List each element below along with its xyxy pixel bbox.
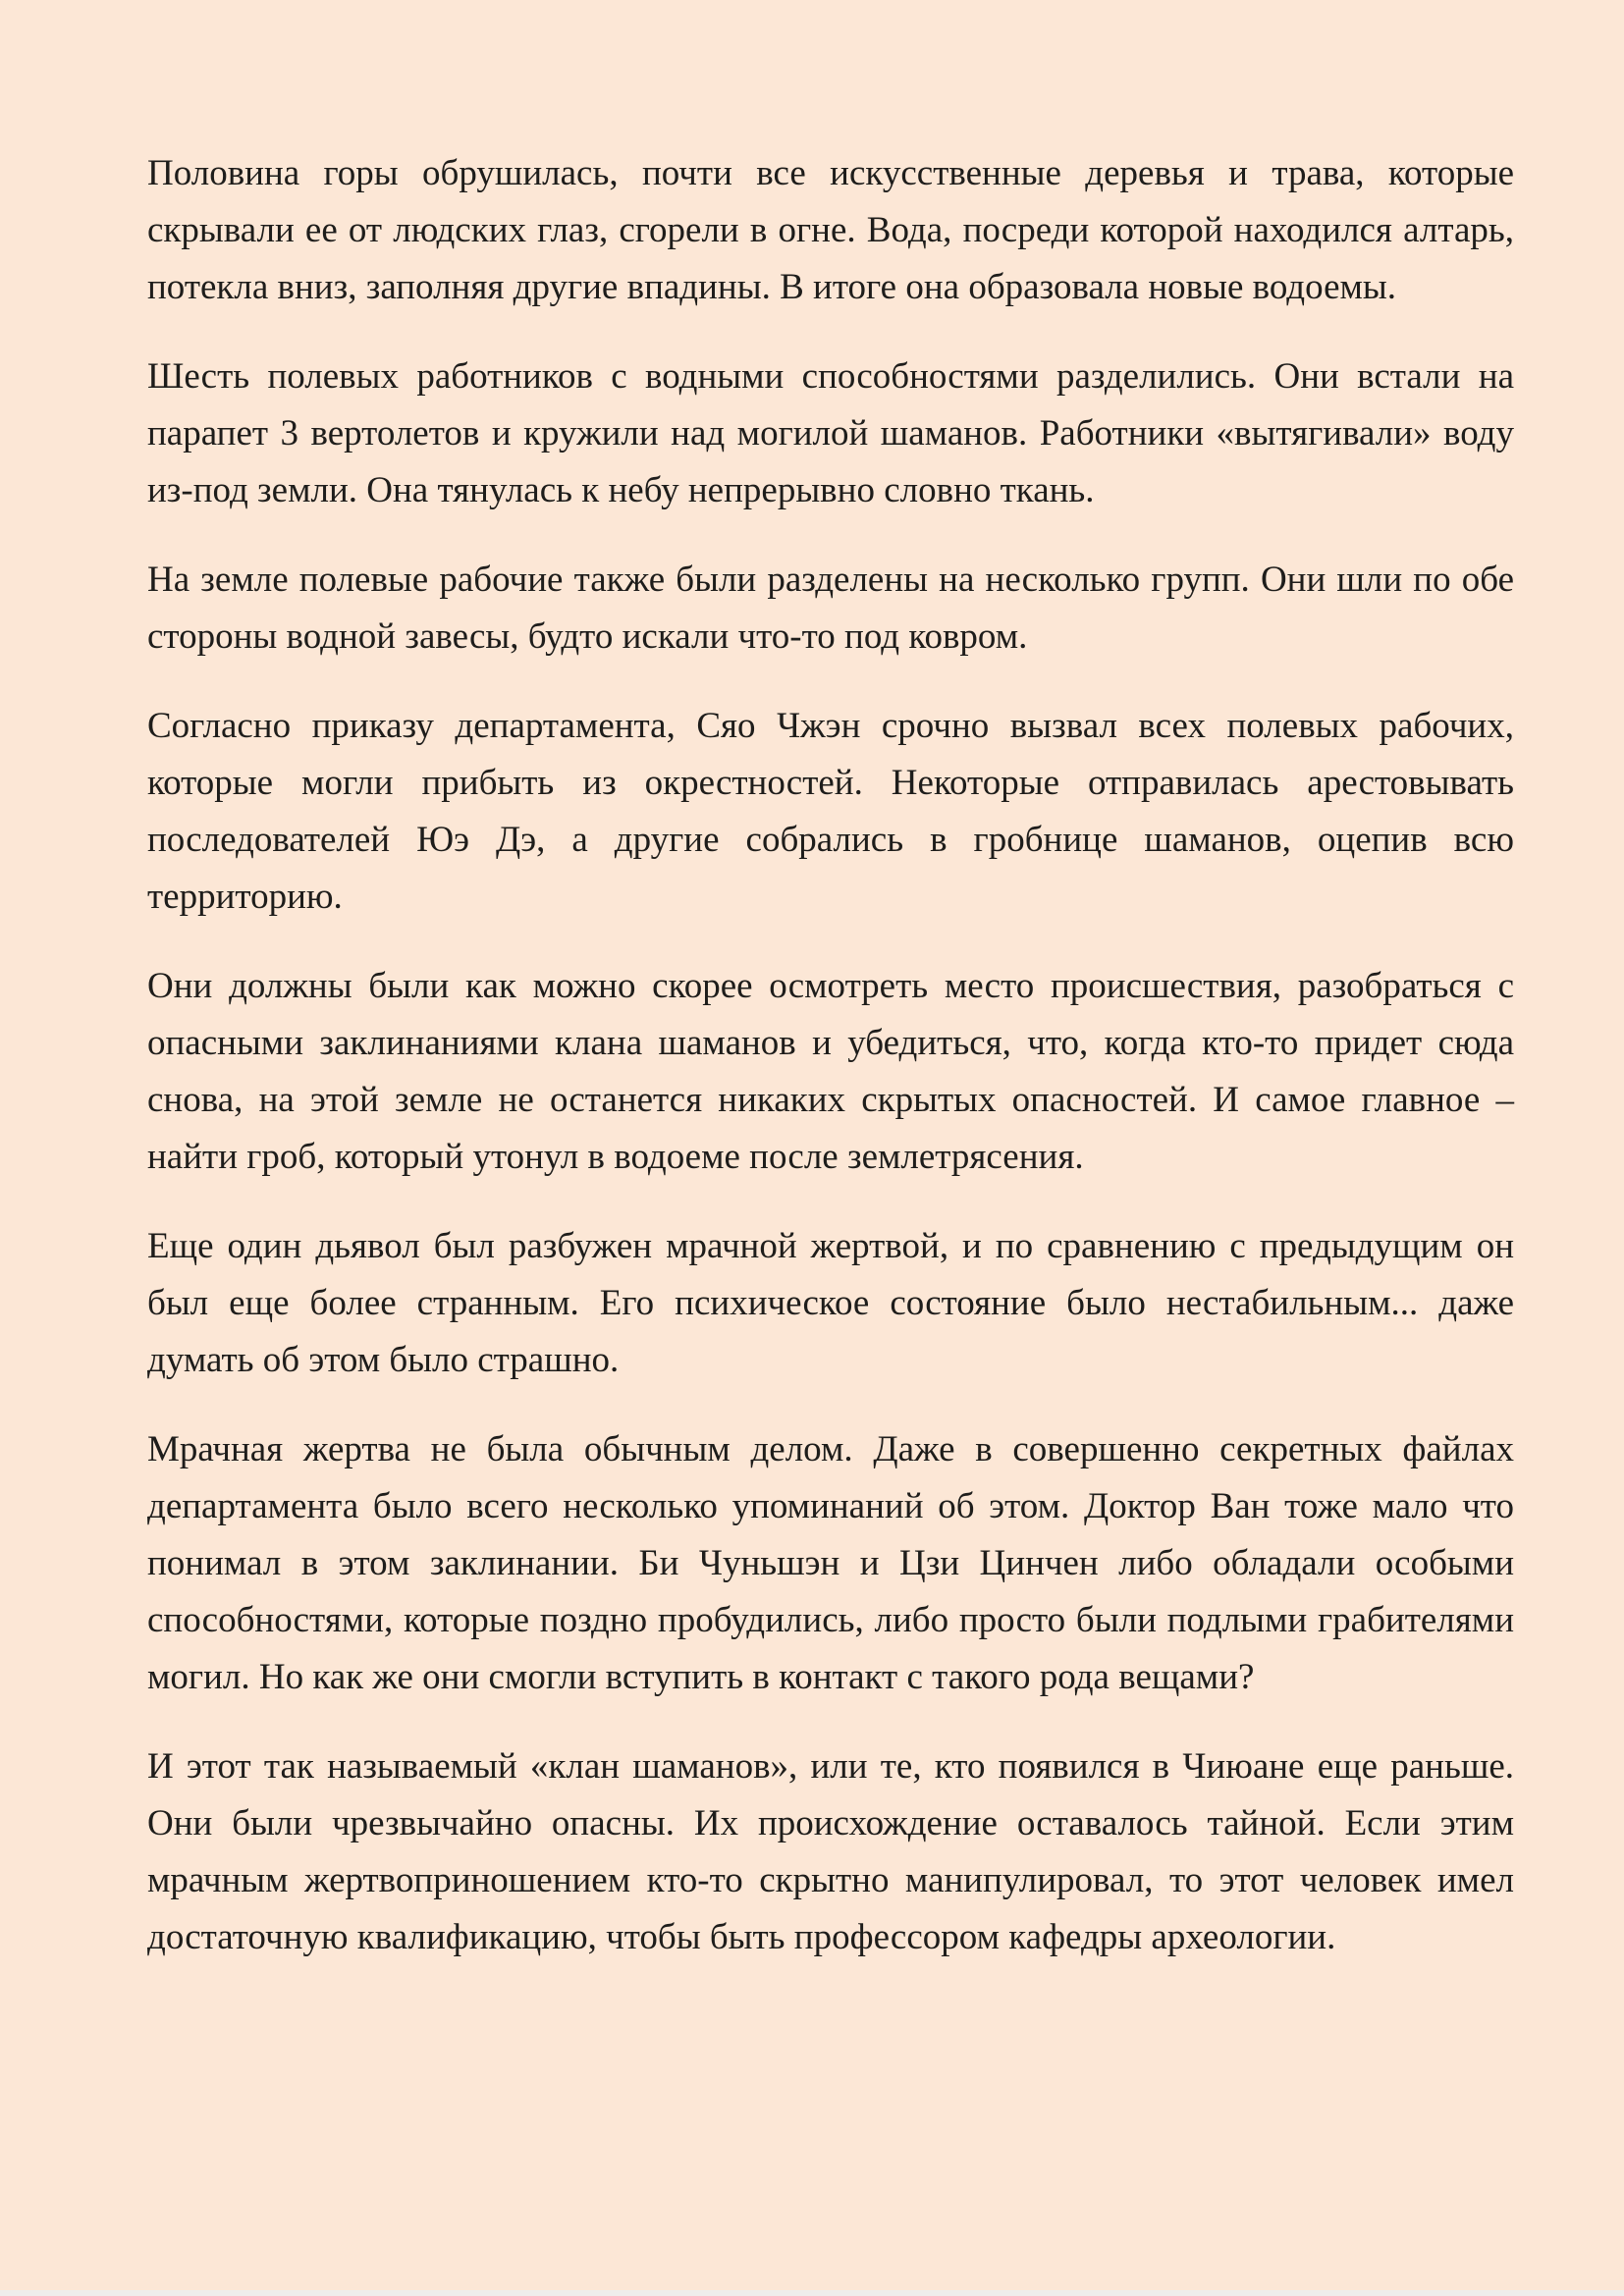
paragraph: И этот так называемый «клан шаманов», или те, кто появился в Чиюане еще раньше. Они были чрезвычайно опасны. Их происхождение оставалось тайной. Если этим мрачным жертвоприношением кто-то скрытно манипулировал, то этот человек имел достаточную квалификацию, чтобы быть профессором кафедры археологии. <box>147 1746 1514 1957</box>
paragraph: На земле полевые рабочие также были разделены на несколько групп. Они шли по обе стороны водной завесы, будто искали что-то под ковром. <box>147 560 1514 657</box>
paragraph: Они должны были как можно скорее осмотреть место происшествия, разобраться с опасными заклинаниями клана шаманов и убедиться, что, когда кто-то придет сюда снова, на этой земле не останется никаких скрытых опасностей. И самое главное – найти гроб, который утонул в водоеме после землетрясения. <box>147 966 1514 1177</box>
paragraph: Согласно приказу департамента, Сяо Чжэн срочно вызвал всех полевых рабочих, которые могли прибыть из окрестностей. Некоторые отправилась арестовывать последователей Юэ Дэ, а другие собрались в гробнице шаманов, оцепив всю территорию. <box>147 706 1514 917</box>
paragraph: Еще один дьявол был разбужен мрачной жертвой, и по сравнению с предыдущим он был еще более странным. Его психическое состояние было нестабильным... даже думать об этом было страшно. <box>147 1226 1514 1380</box>
bottom-edge-strip <box>0 2290 1624 2296</box>
paragraph: Шесть полевых работников с водными способностями разделились. Они встали на парапет 3 вертолетов и кружили над могилой шаманов. Работники «вытягивали» воду из-под земли. Она тянулась к небу непрерывно словно ткань. <box>147 356 1514 510</box>
text-column <box>147 145 1514 1966</box>
paragraph: Мрачная жертва не была обычным делом. Даже в совершенно секретных файлах департамента было всего несколько упоминаний об этом. Доктор Ван тоже мало что понимал в этом заклинании. Би Чуньшэн и Цзи Цинчен либо обладали особыми способностями, которые поздно пробудились, либо просто были подлыми грабителями могил. Но как же они смогли вступить в контакт с такого рода вещами? <box>147 1429 1514 1697</box>
paragraph: Половина горы обрушилась, почти все искусственные деревья и трава, которые скрывали ее от людских глаз, сгорели в огне. Вода, посреди которой находился алтарь, потекла вниз, заполняя другие впадины. В итоге она образовала новые водоемы. <box>147 153 1514 307</box>
